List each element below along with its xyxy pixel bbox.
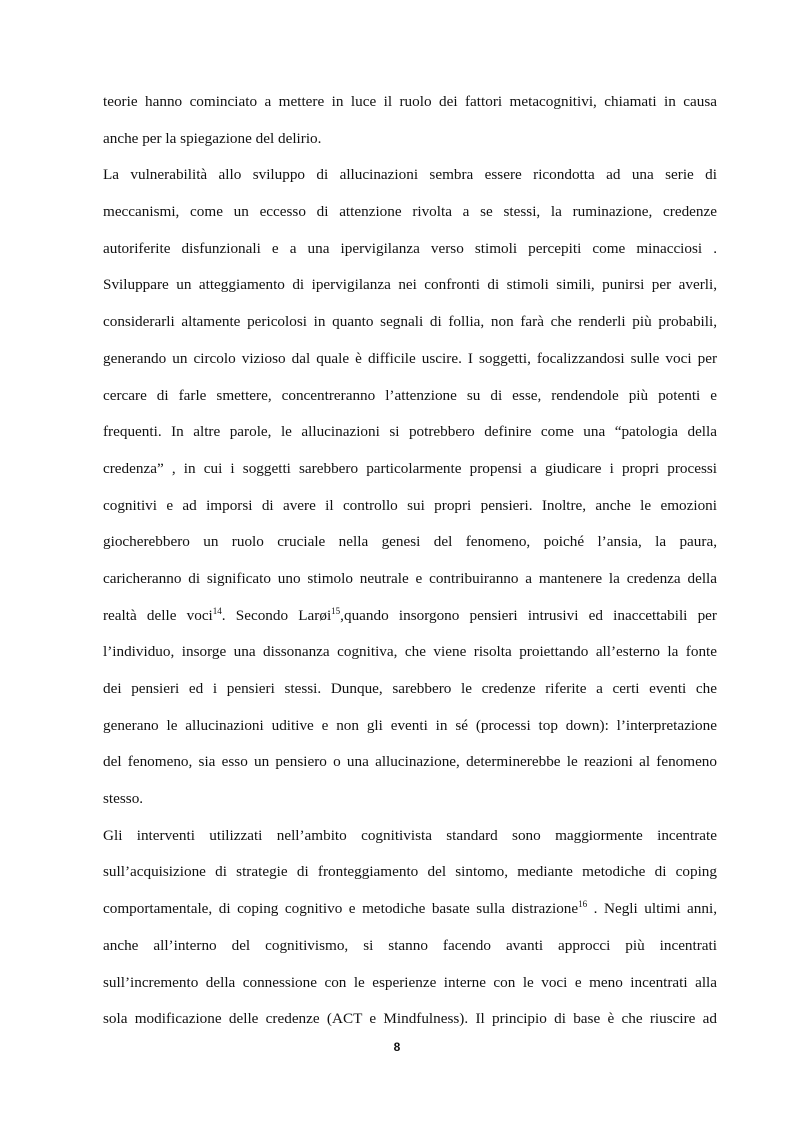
text-fragment: ,quando insorgono pensieri intrusivi ed inaccettabili per	[340, 606, 717, 624]
text-line: del fenomeno, sia esso un pensiero o una allucinazione, determinerebbe le reazioni al fenomeno	[103, 753, 717, 771]
page-number: 8	[393, 1040, 401, 1054]
footnote-ref-15: 15	[331, 605, 341, 616]
text-line: teorie hanno cominciato a mettere in luce il ruolo dei fattori metacognitivi, chiamati in causa	[103, 93, 717, 110]
text-fragment: comportamentale, di coping cognitivo e metodiche basate sulla distrazione	[103, 900, 579, 918]
text-line: anche all’interno del cognitivismo, si stanno facendo avanti approcci più incentrati	[103, 936, 717, 954]
text-line: La vulnerabilità allo sviluppo di allucinazioni sembra essere ricondotta ad una serie di	[103, 166, 717, 184]
text-line: sull’acquisizione di strategie di fronteggiamento del sintomo, mediante metodiche di coping	[103, 863, 717, 881]
footnote-ref-16: 16	[578, 899, 588, 910]
text-line-with-footnote	[103, 897, 717, 934]
text-line: caricheranno di significato uno stimolo neutrale e contribuiranno a mantenere la credenza della	[103, 569, 717, 587]
text-fragment: . Secondo Larøi	[221, 606, 332, 624]
text-line: cercare di farle smettere, concentreranno l’attenzione su di esse, rendendole più potenti e	[103, 386, 717, 404]
text-fragment: realtà delle voci	[103, 606, 213, 624]
text-line-with-footnotes	[103, 604, 717, 641]
text-line: meccanismi, come un eccesso di attenzione rivolta a se stessi, la ruminazione, credenze	[103, 203, 717, 221]
text-line: autoriferite disfunzionali e a una ipervigilanza verso stimoli percepiti come minacciosi .	[103, 239, 717, 257]
text-line: Gli interventi utilizzati nell’ambito cognitivista standard sono maggiormente incentrate	[103, 826, 717, 844]
text-line: sola modificazione delle credenze (ACT e Mindfulness). Il principio di base è che riuscire ad	[103, 1010, 717, 1028]
text-line: frequenti. In altre parole, le allucinazioni si potrebbero definire come una “patologia della	[103, 423, 717, 441]
text-line: l’individuo, insorge una dissonanza cognitiva, che viene risolta proiettando all’esterno la fonte	[103, 643, 717, 661]
text-line: generano le allucinazioni uditive e non gli eventi in sé (processi top down): l’interpretazione	[103, 716, 717, 734]
text-line: considerarli altamente pericolosi in quanto segnali di follia, non farà che renderli più probabili,	[103, 313, 717, 331]
text-line: giocherebbero un ruolo cruciale nella genesi del fenomeno, poiché l’ansia, la paura,	[103, 533, 717, 551]
text-line: cognitivi e ad imporsi di avere il controllo sui propri pensieri. Inoltre, anche le emozioni	[103, 496, 717, 514]
text-line: Sviluppare un atteggiamento di ipervigilanza nei confronti di stimoli simili, punirsi per averli,	[103, 276, 717, 294]
text-line: dei pensieri ed i pensieri stessi. Dunque, sarebbero le credenze riferite a certi eventi che	[103, 680, 717, 697]
text-line: credenza” , in cui i soggetti sarebbero particolarmente propensi a giudicare i propri processi	[103, 459, 717, 477]
text-fragment: . Negli ultimi anni,	[587, 900, 717, 918]
text-line: stesso.	[103, 790, 144, 808]
text-line: sull’incremento della connessione con le esperienze interne con le voci e meno incentrati alla	[103, 973, 717, 991]
text-line: anche per la spiegazione del delirio.	[103, 129, 322, 147]
text-line: generando un circolo vizioso dal quale è difficile uscire. I soggetti, focalizzandosi sulle voci per	[103, 349, 717, 367]
document-body	[103, 90, 717, 1044]
footnote-ref-14: 14	[212, 605, 222, 616]
